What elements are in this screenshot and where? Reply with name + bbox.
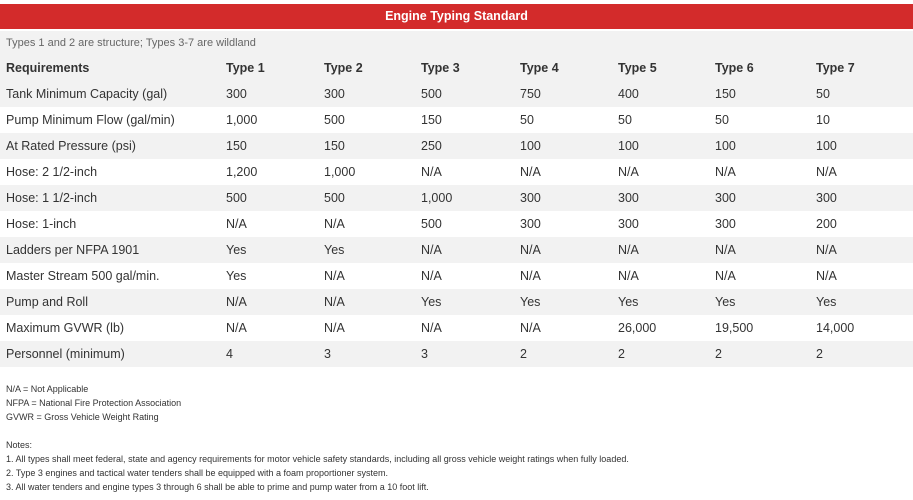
table-cell: Yes — [421, 295, 442, 309]
table-cell: N/A — [618, 165, 639, 179]
table-cell: N/A — [324, 295, 345, 309]
table-cell: N/A — [520, 243, 541, 257]
abbreviation-na: N/A = Not Applicable — [6, 384, 89, 394]
note-1: 1. All types shall meet federal, state and agency requirements for motor vehicle safety standards, including all gross vehicle weight ratings when fully loaded. — [6, 454, 629, 464]
table-cell: N/A — [324, 321, 345, 335]
table-row — [0, 107, 913, 133]
table-title: Engine Typing Standard — [0, 4, 913, 29]
table-row — [0, 211, 913, 237]
table-cell: 500 — [324, 113, 345, 127]
table-cell: 500 — [421, 87, 442, 101]
table-row — [0, 185, 913, 211]
table-cell: N/A — [715, 243, 736, 257]
table-cell: 1,000 — [421, 191, 453, 205]
requirement-label: Tank Minimum Capacity (gal) — [6, 87, 168, 101]
table-cell: Yes — [520, 295, 541, 309]
table-row — [0, 315, 913, 341]
table-header-row — [0, 55, 913, 81]
table-cell: N/A — [715, 269, 736, 283]
notes-heading: Notes: — [6, 440, 33, 450]
table-cell: Yes — [715, 295, 736, 309]
table-cell: 300 — [226, 87, 247, 101]
table-cell: N/A — [226, 217, 247, 231]
table-cell: 250 — [421, 139, 442, 153]
table-cell: 50 — [816, 87, 830, 101]
table-cell: 500 — [226, 191, 247, 205]
table-cell: N/A — [520, 321, 541, 335]
column-header-type-5: Type 5 — [618, 61, 657, 75]
table-cell: N/A — [226, 321, 247, 335]
column-header-type-1: Type 1 — [226, 61, 265, 75]
table-cell: 300 — [618, 191, 639, 205]
table-cell: 26,000 — [618, 321, 657, 335]
column-header-type-3: Type 3 — [421, 61, 460, 75]
table-cell: 50 — [618, 113, 632, 127]
table-row — [0, 133, 913, 159]
table-cell: 2 — [816, 347, 823, 361]
table-cell: 3 — [324, 347, 331, 361]
table-cell: 500 — [324, 191, 345, 205]
table-cell: 1,000 — [226, 113, 258, 127]
table-cell: 14,000 — [816, 321, 855, 335]
table-cell: N/A — [618, 243, 639, 257]
table-cell: 300 — [324, 87, 345, 101]
table-cell: 500 — [421, 217, 442, 231]
requirement-label: Hose: 2 1/2-inch — [6, 165, 98, 179]
table-cell: 1,200 — [226, 165, 258, 179]
column-header-type-7: Type 7 — [816, 61, 855, 75]
table-cell: 300 — [816, 191, 837, 205]
table-cell: 100 — [816, 139, 837, 153]
table-footnotes — [6, 382, 629, 494]
abbreviation-gvwr: GVWR = Gross Vehicle Weight Rating — [6, 412, 159, 422]
table-cell: Yes — [324, 243, 345, 257]
table-cell: 1,000 — [324, 165, 356, 179]
note-3: 3. All water tenders and engine types 3 through 6 shall be able to prime and pump water from a 10 foot lift. — [6, 482, 429, 492]
engine-typing-table — [0, 55, 913, 367]
table-cell: 100 — [520, 139, 541, 153]
table-cell: N/A — [520, 165, 541, 179]
table-cell: 100 — [618, 139, 639, 153]
table-cell: N/A — [226, 295, 247, 309]
table-cell: N/A — [618, 269, 639, 283]
table-subtitle: Types 1 and 2 are structure; Types 3-7 are wildland — [0, 31, 913, 55]
table-body — [0, 81, 913, 367]
table-cell: 4 — [226, 347, 233, 361]
table-cell: N/A — [421, 321, 442, 335]
table-cell: 100 — [715, 139, 736, 153]
table-cell: N/A — [816, 165, 837, 179]
table-cell: 150 — [324, 139, 345, 153]
requirement-label: Hose: 1-inch — [6, 217, 77, 231]
requirement-label: Hose: 1 1/2-inch — [6, 191, 98, 205]
table-cell: N/A — [421, 165, 442, 179]
table-cell: N/A — [421, 269, 442, 283]
table-cell: N/A — [715, 165, 736, 179]
table-cell: N/A — [421, 243, 442, 257]
table-row — [0, 341, 913, 367]
requirement-label: Pump and Roll — [6, 295, 88, 309]
table-cell: N/A — [816, 269, 837, 283]
table-cell: Yes — [226, 269, 247, 283]
table-cell: 200 — [816, 217, 837, 231]
table-cell: 300 — [715, 217, 736, 231]
table-cell: 50 — [715, 113, 729, 127]
table-row — [0, 159, 913, 185]
table-cell: 2 — [715, 347, 722, 361]
column-header-type-2: Type 2 — [324, 61, 363, 75]
column-header-type-6: Type 6 — [715, 61, 754, 75]
table-cell: 300 — [715, 191, 736, 205]
table-cell: 150 — [421, 113, 442, 127]
table-cell: 300 — [520, 191, 541, 205]
table-cell: 750 — [520, 87, 541, 101]
table-cell: Yes — [226, 243, 247, 257]
table-cell: 400 — [618, 87, 639, 101]
abbreviation-nfpa: NFPA = National Fire Protection Association — [6, 398, 182, 408]
column-header-type-4: Type 4 — [520, 61, 559, 75]
table-cell: 150 — [226, 139, 247, 153]
requirement-label: Ladders per NFPA 1901 — [6, 243, 140, 257]
table-cell: 3 — [421, 347, 428, 361]
table-cell: 2 — [520, 347, 527, 361]
table-row — [0, 263, 913, 289]
table-cell: 19,500 — [715, 321, 754, 335]
table-cell: N/A — [324, 269, 345, 283]
table-cell: Yes — [618, 295, 639, 309]
table-cell: 50 — [520, 113, 534, 127]
column-header-requirements: Requirements — [6, 61, 90, 75]
table-cell: 300 — [520, 217, 541, 231]
requirement-label: Pump Minimum Flow (gal/min) — [6, 113, 175, 127]
table-row — [0, 237, 913, 263]
table-row — [0, 81, 913, 107]
table-cell: 150 — [715, 87, 736, 101]
note-2: 2. Type 3 engines and tactical water tenders shall be equipped with a foam proportioner system. — [6, 468, 389, 478]
table-cell: N/A — [816, 243, 837, 257]
table-cell: 2 — [618, 347, 625, 361]
requirement-label: Personnel (minimum) — [6, 347, 125, 361]
table-row — [0, 289, 913, 315]
requirement-label: At Rated Pressure (psi) — [6, 139, 136, 153]
table-cell: N/A — [324, 217, 345, 231]
table-cell: N/A — [520, 269, 541, 283]
table-cell: Yes — [816, 295, 837, 309]
requirement-label: Maximum GVWR (lb) — [6, 321, 125, 335]
requirement-label: Master Stream 500 gal/min. — [6, 269, 160, 283]
table-cell: 300 — [618, 217, 639, 231]
table-cell: 10 — [816, 113, 830, 127]
